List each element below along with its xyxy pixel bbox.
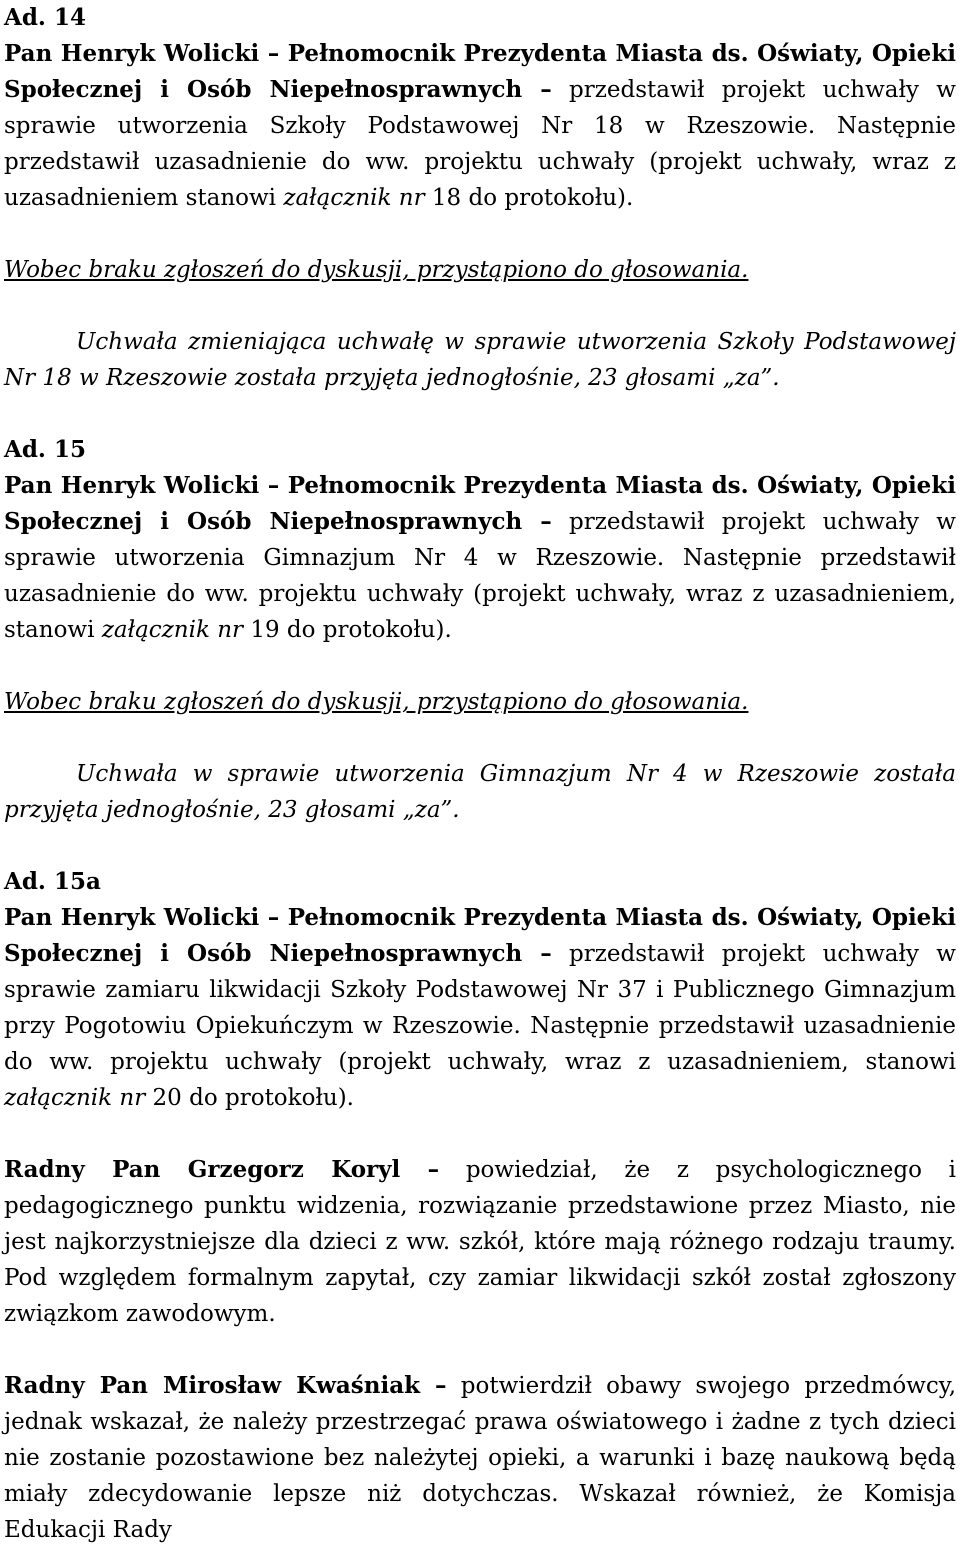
vote-intro: Wobec braku zgłoszeń do dyskusji, przystąpiono do głosowania. (4, 257, 749, 283)
attachment-rest: 20 do protokołu). (145, 1085, 354, 1111)
vote-result: Uchwała w sprawie utworzenia Gimnazjum Nr 4 w Rzeszowie została przyjęta jednogłośnie, 23 głosami „za”. (4, 761, 956, 823)
section-heading: Ad. 14 (4, 4, 86, 31)
statement-speaker: Radny Pan Grzegorz Koryl – (4, 1156, 440, 1183)
statement-koryl (4, 1152, 956, 1368)
vote-intro: Wobec braku zgłoszeń do dyskusji, przystąpiono do głosowania. (4, 689, 749, 715)
intro-text: przedstawił projekt uchwały w sprawie utworzenia Gimnazjum Nr 4 w Rzeszowie. Następnie przedstawił uzasadnienie do ww. projektu uchwały (projekt uchwały, wraz z uzasadnieniem, stanowi (4, 509, 956, 643)
section-ad-15a (4, 864, 956, 1152)
speaker-name: Pan Henryk Wolicki – Pełnomocnik Prezydenta Miasta ds. Oświaty, Opieki Społecznej i Osób Niepełnosprawnych – (4, 40, 956, 103)
section-intro (4, 468, 956, 648)
attachment-label: załącznik nr (283, 185, 425, 211)
section-intro (4, 36, 956, 216)
statement (4, 1368, 956, 1548)
statement-text: powiedział, że z psychologicznego i pedagogicznego punktu widzenia, rozwiązanie przedstawione przez Miasto, nie jest najkorzystniejsze dla dzieci z ww. szkół, które mają różnego rodzaju traumy. Pod względem formalnym zapytał, czy zamiar likwidacji szkół został zgłoszony związkom zawodowym. (4, 1157, 956, 1327)
attachment-rest: 19 do protokołu). (243, 617, 452, 643)
vote-result: Uchwała zmieniająca uchwałę w sprawie utworzenia Szkoły Podstawowej Nr 18 w Rzeszowie została przyjęta jednogłośnie, 23 głosami „za”. (4, 329, 956, 391)
section-ad-14 (4, 0, 956, 432)
statement (4, 1152, 956, 1332)
attachment-label: załącznik nr (4, 1085, 146, 1111)
statement-speaker: Radny Pan Mirosław Kwaśniak – (4, 1372, 447, 1399)
section-heading: Ad. 15a (4, 868, 101, 895)
speaker-name: Pan Henryk Wolicki – Pełnomocnik Prezydenta Miasta ds. Oświaty, Opieki Społecznej i Osób Niepełnosprawnych – (4, 472, 956, 535)
section-ad-15 (4, 432, 956, 864)
speaker-name: Pan Henryk Wolicki – Pełnomocnik Prezydenta Miasta ds. Oświaty, Opieki Społecznej i Osób Niepełnosprawnych – (4, 904, 956, 967)
attachment-label: załącznik nr (101, 617, 244, 643)
statement-text: potwierdził obawy swojego przedmówcy, jednak wskazał, że należy przestrzegać prawa oświatowego i żadne z tych dzieci nie zostanie pozostawione bez należytej opieki, a warunki i bazę naukową będą miały zdecydowanie lepsze niż dotychczas. Wskazał również, że Komisja Edukacji Rady (4, 1373, 957, 1543)
intro-text: przedstawił projekt uchwały w sprawie zamiaru likwidacji Szkoły Podstawowej Nr 37 i Publicznego Gimnazjum przy Pogotowiu Opiekuńczym w Rzeszowie. Następnie przedstawił uzasadnienie do ww. projektu uchwały (projekt uchwały, wraz z uzasadnieniem, stanowi (4, 941, 956, 1075)
section-intro (4, 900, 956, 1116)
section-heading: Ad. 15 (4, 436, 86, 463)
statement-kwasniak (4, 1368, 956, 1548)
attachment-rest: 18 do protokołu). (424, 185, 634, 211)
intro-text: przedstawił projekt uchwały w sprawie utworzenia Szkoły Podstawowej Nr 18 w Rzeszowie. Następnie przedstawił uzasadnienie do ww. projektu uchwały (projekt uchwały, wraz z uzasadnieniem stanowi (4, 77, 956, 211)
